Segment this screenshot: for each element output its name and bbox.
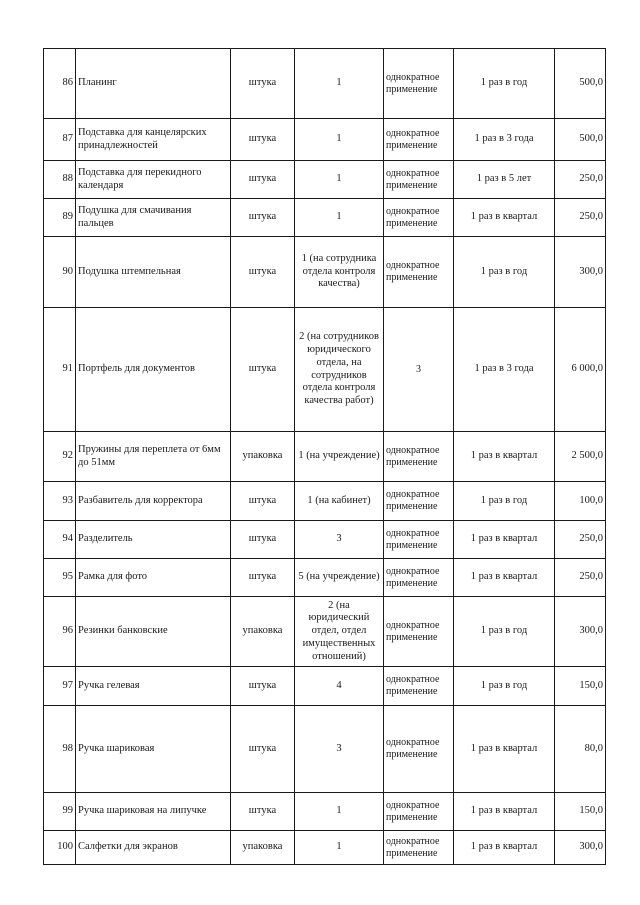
item-name: Резинки банковские xyxy=(76,597,231,667)
unit-price: 2 500,0 xyxy=(555,432,606,482)
unit-price: 250,0 xyxy=(555,199,606,237)
item-name: Подушка для смачивания пальцев xyxy=(76,199,231,237)
quantity: 1 xyxy=(295,831,384,865)
unit-of-measure: упаковка xyxy=(231,831,295,865)
item-name: Ручка шариковая xyxy=(76,706,231,793)
row-number: 87 xyxy=(44,119,76,161)
row-number: 98 xyxy=(44,706,76,793)
unit-price: 250,0 xyxy=(555,161,606,199)
replacement-period: 1 раз в год xyxy=(454,482,555,521)
quantity: 1 xyxy=(295,119,384,161)
quantity: 1 xyxy=(295,199,384,237)
row-number: 100 xyxy=(44,831,76,865)
row-number: 91 xyxy=(44,308,76,432)
replacement-period: 1 раз в квартал xyxy=(454,432,555,482)
table-row xyxy=(44,432,606,482)
quantity: 1 (на кабинет) xyxy=(295,482,384,521)
usage-norm: однократное применение xyxy=(384,49,454,119)
table-row xyxy=(44,119,606,161)
usage-norm: однократное применение xyxy=(384,597,454,667)
usage-norm: 3 xyxy=(384,308,454,432)
usage-norm: однократное применение xyxy=(384,199,454,237)
unit-of-measure: штука xyxy=(231,237,295,308)
quantity: 3 xyxy=(295,521,384,559)
unit-price: 250,0 xyxy=(555,521,606,559)
table-row xyxy=(44,667,606,706)
usage-norm: однократное применение xyxy=(384,482,454,521)
table-row xyxy=(44,199,606,237)
item-name: Разбавитель для корректора xyxy=(76,482,231,521)
item-name: Рамка для фото xyxy=(76,559,231,597)
unit-of-measure: упаковка xyxy=(231,597,295,667)
replacement-period: 1 раз в 5 лет xyxy=(454,161,555,199)
quantity: 5 (на учреждение) xyxy=(295,559,384,597)
usage-norm: однократное применение xyxy=(384,559,454,597)
item-name: Портфель для документов xyxy=(76,308,231,432)
table-row xyxy=(44,559,606,597)
item-name: Планинг xyxy=(76,49,231,119)
usage-norm: однократное применение xyxy=(384,521,454,559)
usage-norm: однократное применение xyxy=(384,161,454,199)
unit-price: 500,0 xyxy=(555,49,606,119)
item-name: Подушка штемпельная xyxy=(76,237,231,308)
usage-norm: однократное применение xyxy=(384,432,454,482)
replacement-period: 1 раз в 3 года xyxy=(454,308,555,432)
unit-price: 6 000,0 xyxy=(555,308,606,432)
row-number: 93 xyxy=(44,482,76,521)
table-row xyxy=(44,793,606,831)
unit-price: 100,0 xyxy=(555,482,606,521)
usage-norm: однократное применение xyxy=(384,237,454,308)
table-row xyxy=(44,49,606,119)
row-number: 86 xyxy=(44,49,76,119)
unit-of-measure: штука xyxy=(231,706,295,793)
replacement-period: 1 раз в год xyxy=(454,237,555,308)
replacement-period: 1 раз в год xyxy=(454,597,555,667)
item-name: Ручка гелевая xyxy=(76,667,231,706)
row-number: 96 xyxy=(44,597,76,667)
unit-price: 250,0 xyxy=(555,559,606,597)
table-row xyxy=(44,597,606,667)
usage-norm: однократное применение xyxy=(384,667,454,706)
unit-of-measure: штука xyxy=(231,521,295,559)
unit-price: 300,0 xyxy=(555,831,606,865)
quantity: 1 xyxy=(295,49,384,119)
unit-of-measure: штука xyxy=(231,199,295,237)
unit-of-measure: упаковка xyxy=(231,432,295,482)
quantity: 1 xyxy=(295,161,384,199)
quantity: 1 (на учреждение) xyxy=(295,432,384,482)
replacement-period: 1 раз в квартал xyxy=(454,831,555,865)
quantity: 3 xyxy=(295,706,384,793)
unit-price: 150,0 xyxy=(555,793,606,831)
unit-of-measure: штука xyxy=(231,119,295,161)
unit-of-measure: штука xyxy=(231,559,295,597)
unit-price: 300,0 xyxy=(555,597,606,667)
unit-of-measure: штука xyxy=(231,793,295,831)
row-number: 97 xyxy=(44,667,76,706)
usage-norm: однократное применение xyxy=(384,793,454,831)
unit-of-measure: штука xyxy=(231,482,295,521)
row-number: 99 xyxy=(44,793,76,831)
table-row xyxy=(44,308,606,432)
unit-of-measure: штука xyxy=(231,308,295,432)
usage-norm: однократное применение xyxy=(384,831,454,865)
replacement-period: 1 раз в квартал xyxy=(454,521,555,559)
unit-of-measure: штука xyxy=(231,667,295,706)
usage-norm: однократное применение xyxy=(384,119,454,161)
replacement-period: 1 раз в год xyxy=(454,49,555,119)
row-number: 90 xyxy=(44,237,76,308)
row-number: 89 xyxy=(44,199,76,237)
item-name: Пружины для переплета от 6мм до 51мм xyxy=(76,432,231,482)
item-name: Подставка для перекидного календаря xyxy=(76,161,231,199)
row-number: 92 xyxy=(44,432,76,482)
item-name: Разделитель xyxy=(76,521,231,559)
table-row xyxy=(44,831,606,865)
unit-price: 500,0 xyxy=(555,119,606,161)
table-row xyxy=(44,706,606,793)
unit-of-measure: штука xyxy=(231,161,295,199)
table-row xyxy=(44,521,606,559)
table-row xyxy=(44,237,606,308)
item-name: Подставка для канцелярских принадлежностей xyxy=(76,119,231,161)
replacement-period: 1 раз в квартал xyxy=(454,559,555,597)
quantity: 1 (на сотрудника отдела контроля качества) xyxy=(295,237,384,308)
replacement-period: 1 раз в квартал xyxy=(454,706,555,793)
replacement-period: 1 раз в квартал xyxy=(454,793,555,831)
replacement-period: 1 раз в квартал xyxy=(454,199,555,237)
unit-price: 80,0 xyxy=(555,706,606,793)
quantity: 1 xyxy=(295,793,384,831)
table-row xyxy=(44,482,606,521)
replacement-period: 1 раз в год xyxy=(454,667,555,706)
item-name: Ручка шариковая на липучке xyxy=(76,793,231,831)
table-row xyxy=(44,161,606,199)
row-number: 88 xyxy=(44,161,76,199)
supplies-table xyxy=(43,48,606,865)
unit-price: 150,0 xyxy=(555,667,606,706)
usage-norm: однократное применение xyxy=(384,706,454,793)
unit-of-measure: штука xyxy=(231,49,295,119)
quantity: 2 (на сотрудников юридического отдела, на сотрудников отдела контроля качества работ) xyxy=(295,308,384,432)
quantity: 4 xyxy=(295,667,384,706)
row-number: 94 xyxy=(44,521,76,559)
row-number: 95 xyxy=(44,559,76,597)
replacement-period: 1 раз в 3 года xyxy=(454,119,555,161)
quantity: 2 (на юридический отдел, отдел имущественных отношений) xyxy=(295,597,384,667)
item-name: Салфетки для экранов xyxy=(76,831,231,865)
unit-price: 300,0 xyxy=(555,237,606,308)
